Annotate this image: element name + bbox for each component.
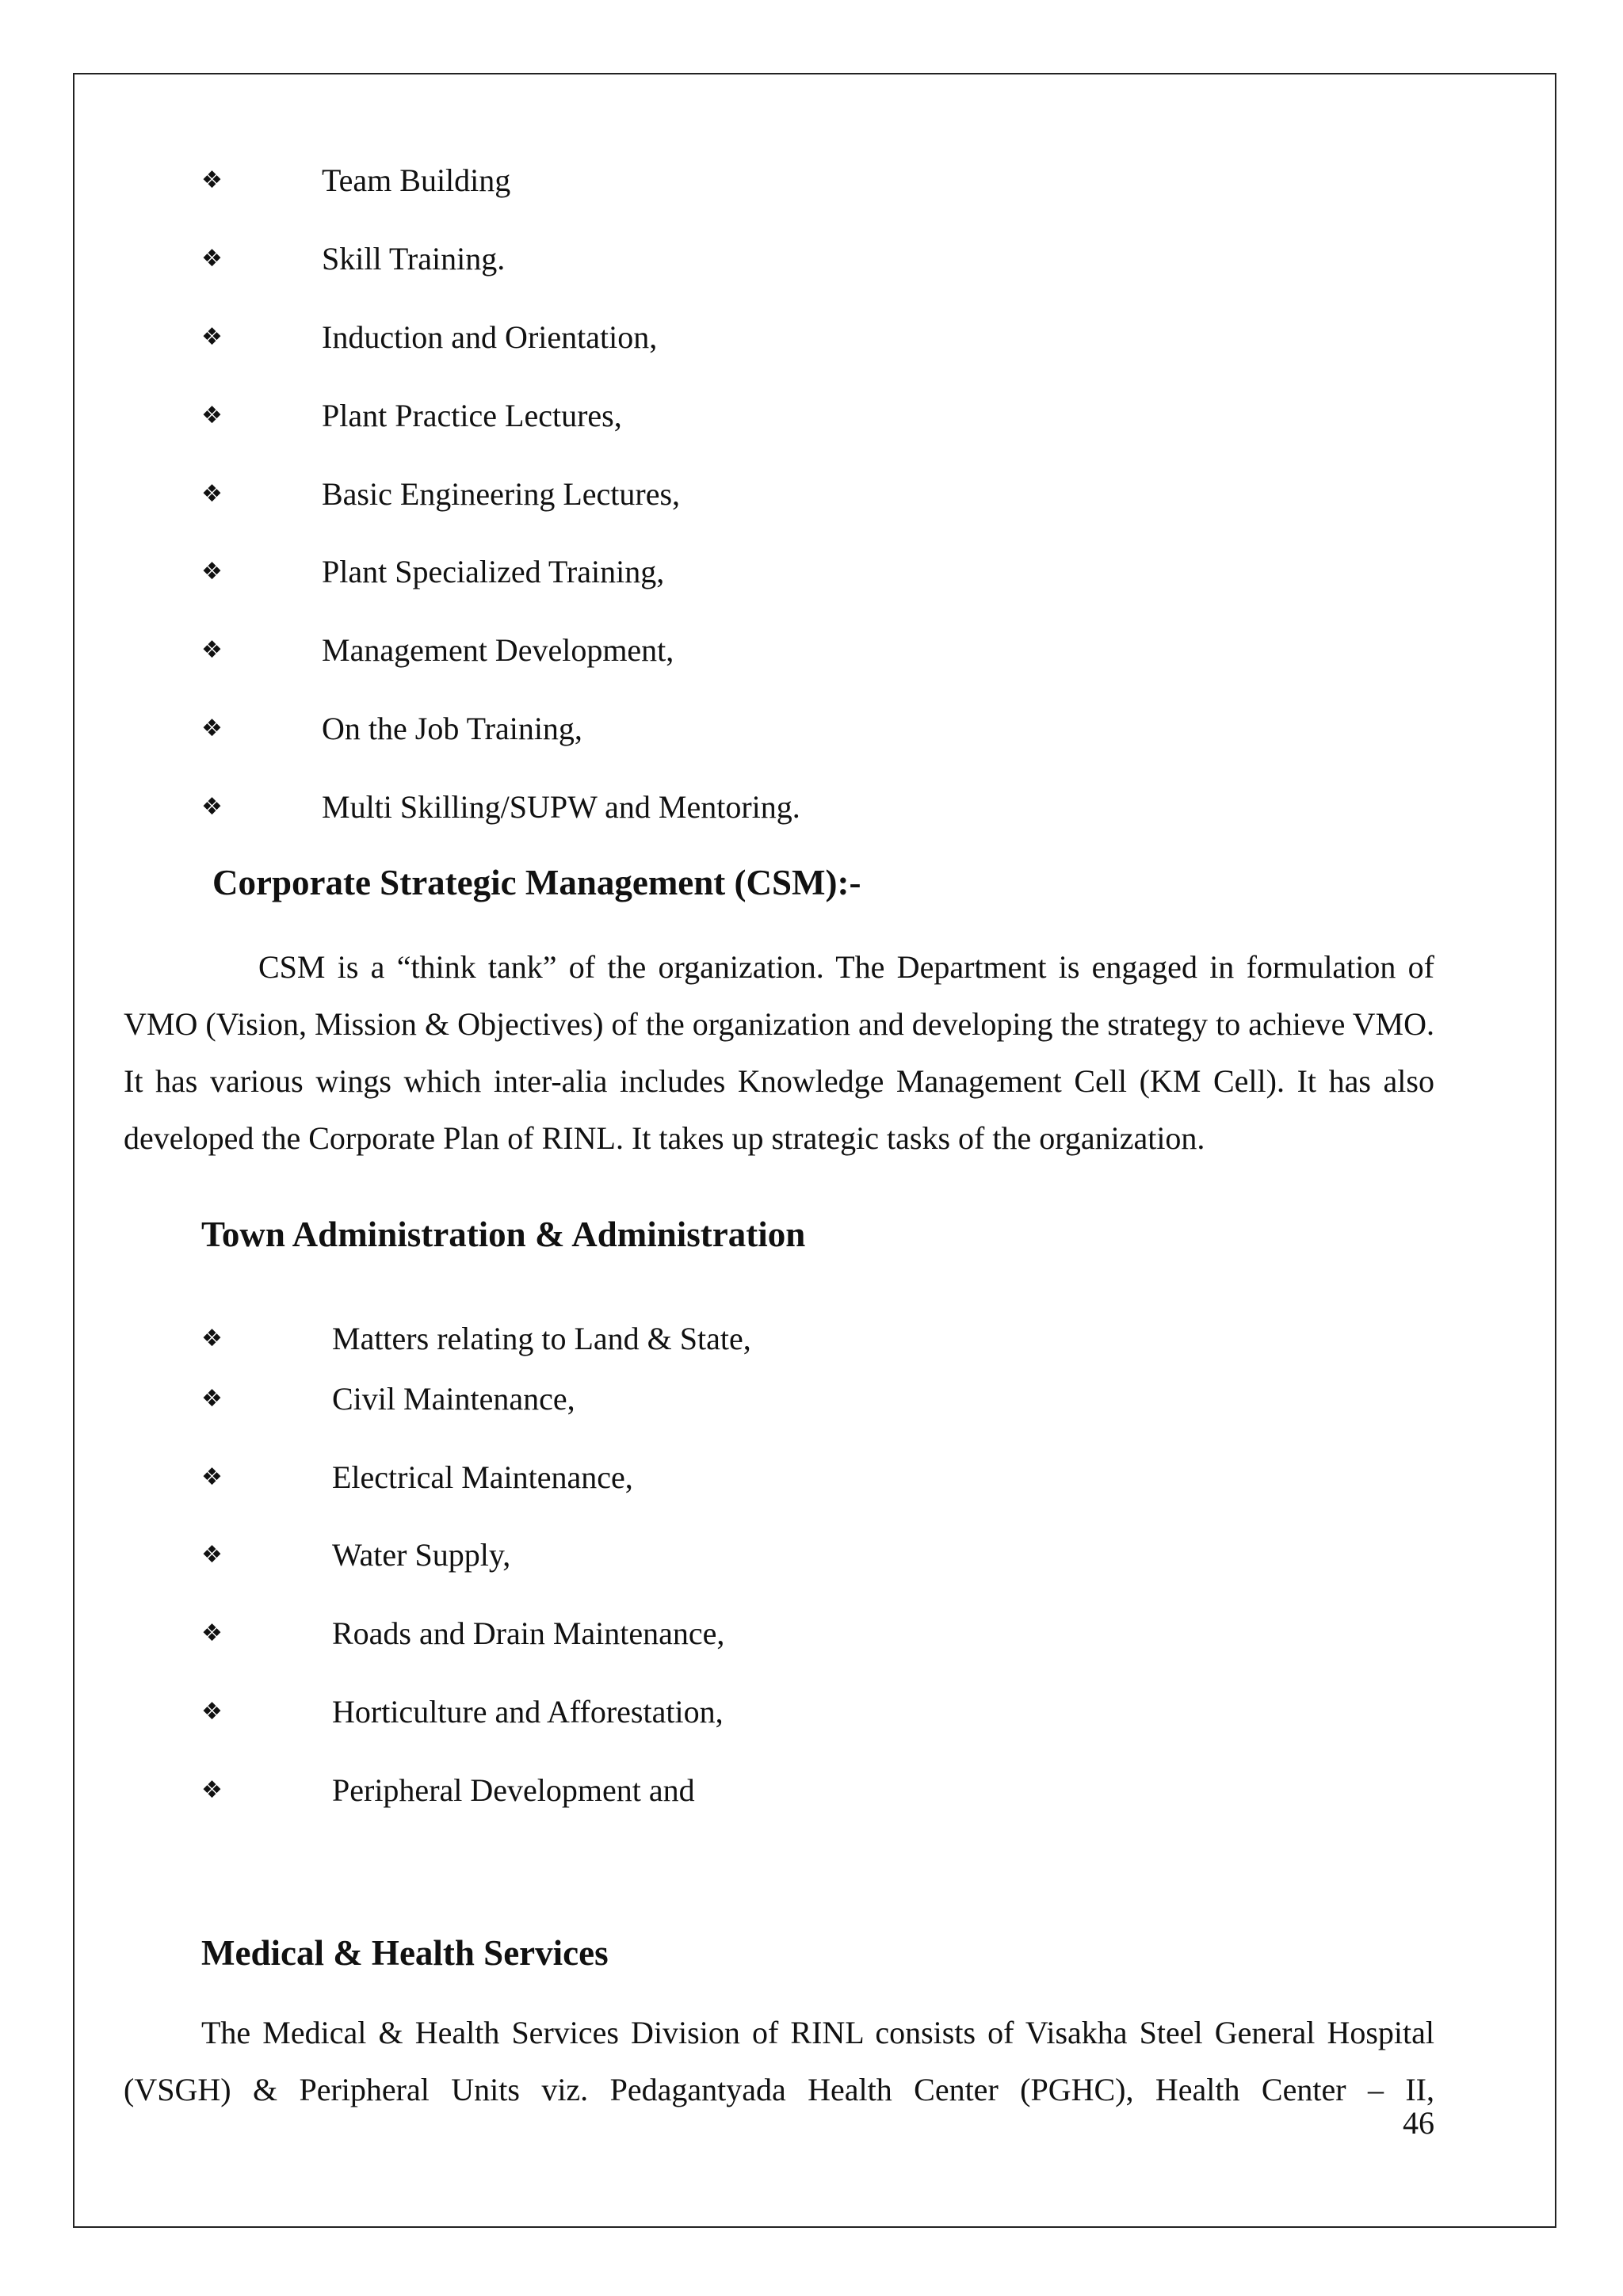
list-item-text: Plant Specialized Training, (322, 554, 665, 589)
diamond-bullet-icon: ❖ (201, 323, 223, 351)
diamond-bullet-icon: ❖ (201, 245, 223, 273)
diamond-bullet-icon: ❖ (201, 1385, 223, 1413)
list-item-text: Water Supply, (332, 1537, 511, 1573)
list-item-text: Team Building (322, 162, 511, 198)
csm-heading: Corporate Strategic Management (CSM):- (212, 863, 861, 902)
diamond-bullet-icon: ❖ (201, 1698, 223, 1726)
town-admin-heading: Town Administration & Administration (201, 1215, 806, 1254)
diamond-bullet-icon: ❖ (201, 558, 223, 585)
list-item-text: Multi Skilling/SUPW and Mentoring. (322, 789, 800, 825)
diamond-bullet-icon: ❖ (201, 1619, 223, 1647)
diamond-bullet-icon: ❖ (201, 1463, 223, 1491)
csm-paragraph-text: CSM is a “think tank” of the organization. The Department is engaged in formulation of VMO (Vision, Mission & Objectives) of the organization and developing the strategy to achieve VMO. It has various wings which inter-alia includes Knowledge Management Cell (KM Cell). It has also developed the Corporate Plan of RINL. It takes up strategic tasks of the organization. (124, 949, 1434, 1156)
diamond-bullet-icon: ❖ (201, 402, 223, 429)
diamond-bullet-icon: ❖ (201, 1325, 223, 1352)
diamond-bullet-icon: ❖ (201, 793, 223, 821)
diamond-bullet-icon: ❖ (201, 166, 223, 194)
diamond-bullet-icon: ❖ (201, 715, 223, 742)
diamond-bullet-icon: ❖ (201, 1776, 223, 1804)
list-item-text: Basic Engineering Lectures, (322, 476, 681, 512)
list-item-text: Induction and Orientation, (322, 319, 658, 355)
list-item-text: Plant Practice Lectures, (322, 398, 622, 433)
list-item-text: Matters relating to Land & State, (332, 1321, 751, 1356)
medical-paragraph-text: The Medical & Health Services Division of RINL consists of Visakha Steel General Hospital (VSGH) & Peripheral Units viz. Pedagantyada Health Center (PGHC), Health Center – II, (124, 2015, 1434, 2107)
csm-paragraph (124, 939, 1434, 1167)
diamond-bullet-icon: ❖ (201, 636, 223, 664)
list-item-text: Management Development, (322, 632, 674, 668)
list-item-text: Peripheral Development and (332, 1772, 695, 1808)
list-item-text: On the Job Training, (322, 711, 582, 746)
diamond-bullet-icon: ❖ (201, 480, 223, 508)
list-item-text: Roads and Drain Maintenance, (332, 1615, 725, 1651)
diamond-bullet-icon: ❖ (201, 1541, 223, 1569)
list-item-text: Civil Maintenance, (332, 1381, 575, 1417)
list-item-text: Skill Training. (322, 241, 506, 277)
list-item-text: Horticulture and Afforestation, (332, 1694, 724, 1730)
list-item-text: Electrical Maintenance, (332, 1459, 633, 1495)
page-number: 46 (1403, 2105, 1434, 2141)
medical-heading: Medical & Health Services (201, 1933, 609, 1973)
medical-paragraph (124, 2004, 1434, 2119)
